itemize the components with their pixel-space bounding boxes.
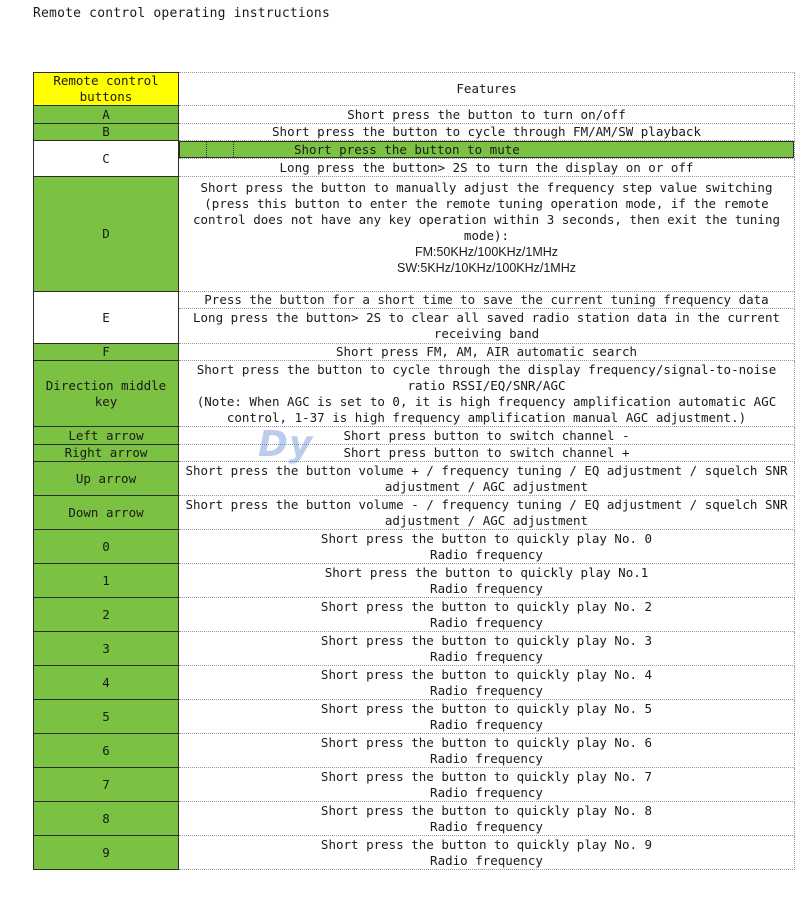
key-cell: 7 [34, 768, 179, 802]
feature-cell [179, 530, 795, 564]
key-cell: 9 [34, 836, 179, 870]
table-row [34, 106, 795, 124]
feature-cell: Press the button for a short time to save the current tuning frequency data [179, 292, 795, 309]
table-row [34, 802, 795, 836]
table-row [34, 361, 795, 427]
feature-line: Radio frequency [430, 614, 543, 630]
feature-line: Radio frequency [430, 852, 543, 868]
feature-cell: Short press the button volume - / frequency tuning / EQ adjustment / squelch SNR adjustment / AGC adjustment [179, 496, 795, 530]
table-row [34, 124, 795, 141]
feature-line: Radio frequency [430, 648, 543, 664]
feature-text: Short press the button to manually adjust the frequency step value switching (press this button to enter the remote tuning operation mode, if the remote control does not have any key operation within 3 seconds, then exit the tuning mode): [193, 180, 780, 243]
key-cell: 0 [34, 530, 179, 564]
key-cell: 1 [34, 564, 179, 598]
table-row [34, 598, 795, 632]
feature-cell [179, 700, 795, 734]
feature-cell: Short press the button to turn on/off [179, 106, 795, 124]
table-row [34, 141, 795, 159]
table-row [34, 632, 795, 666]
table-row [34, 564, 795, 598]
key-cell: D [34, 177, 179, 292]
feature-cell [179, 666, 795, 700]
brand-watermark: Dy [258, 424, 314, 465]
table-row [34, 666, 795, 700]
feature-cell [179, 734, 795, 768]
key-cell: Up arrow [34, 462, 179, 496]
key-cell: B [34, 124, 179, 141]
table-row [34, 734, 795, 768]
feature-note: (Note: When AGC is set to 0, it is high frequency amplification automatic AGC control, 1-37 is high frequency amplification manual AGC adjustment.) [196, 393, 777, 425]
table-row [34, 177, 795, 292]
key-cell: A [34, 106, 179, 124]
feature-cell: Long press the button> 2S to turn the display on or off [179, 159, 795, 177]
feature-cell [179, 361, 795, 427]
feature-cell: Short press button to switch channel + [179, 445, 795, 462]
feature-line: Short press the button to quickly play No. 6 [320, 734, 653, 750]
feature-line: Radio frequency [430, 750, 543, 766]
key-cell: 4 [34, 666, 179, 700]
feature-cell [179, 768, 795, 802]
key-cell: 6 [34, 734, 179, 768]
feature-cell [179, 177, 795, 292]
table-row [34, 344, 795, 361]
mute-feature-text: Short press the button to mute [294, 142, 520, 157]
feature-line: Short press the button to quickly play No. 8 [320, 802, 653, 818]
table-row [34, 530, 795, 564]
feature-line: Radio frequency [430, 546, 543, 562]
feature-cell: Short press the button volume + / frequency tuning / EQ adjustment / squelch SNR adjustment / AGC adjustment [179, 462, 795, 496]
header-row [34, 73, 795, 106]
key-cell: E [34, 292, 179, 344]
table-row [34, 836, 795, 870]
key-cell: Direction middle key [34, 361, 179, 427]
key-cell: C [34, 141, 179, 177]
instructions-table [33, 72, 795, 870]
page-title: Remote control operating instructions [33, 6, 330, 21]
feature-cell: Short press button to switch channel - [179, 427, 795, 445]
feature-line: Short press the button to quickly play No. 5 [320, 700, 653, 716]
key-cell: 3 [34, 632, 179, 666]
key-cell: Down arrow [34, 496, 179, 530]
key-cell: F [34, 344, 179, 361]
table-row [34, 768, 795, 802]
key-cell: 8 [34, 802, 179, 836]
header-buttons-cell: Remote control buttons [34, 73, 179, 106]
header-features-cell: Features [179, 73, 795, 106]
feature-cell [179, 564, 795, 598]
feature-line: Radio frequency [430, 716, 543, 732]
feature-line: Radio frequency [430, 580, 543, 596]
feature-cell: Short press FM, AM, AIR automatic search [179, 344, 795, 361]
feature-line: Radio frequency [430, 818, 543, 834]
feature-line: Short press the button to quickly play No. 9 [320, 836, 653, 852]
key-cell: Left arrow [34, 427, 179, 445]
sw-steps: SW:5KHz/10KHz/100KHz/1MHz [397, 261, 576, 275]
feature-cell: Short press the button to cycle through FM/AM/SW playback [179, 124, 795, 141]
fm-steps: FM:50KHz/100KHz/1MHz [414, 245, 559, 259]
table-row [34, 462, 795, 496]
table-row [34, 445, 795, 462]
feature-cell [179, 598, 795, 632]
feature-line: Radio frequency [430, 682, 543, 698]
feature-line: Radio frequency [430, 784, 543, 800]
feature-cell: Long press the button> 2S to clear all saved radio station data in the current receiving band [179, 309, 795, 344]
key-cell: Right arrow [34, 445, 179, 462]
feature-line: Short press the button to quickly play No. 7 [320, 768, 653, 784]
feature-cell [179, 836, 795, 870]
feature-line: Short press the button to quickly play No. 2 [320, 598, 653, 614]
table-row [34, 292, 795, 309]
feature-line: Short press the button to quickly play No.1 [324, 564, 649, 580]
feature-cell [179, 632, 795, 666]
table-row [34, 700, 795, 734]
feature-line: Short press the button to quickly play No. 3 [320, 632, 653, 648]
table-row [34, 427, 795, 445]
feature-cell [179, 141, 795, 159]
mute-highlight [179, 141, 794, 158]
key-cell: 5 [34, 700, 179, 734]
table-row [34, 496, 795, 530]
feature-cell [179, 802, 795, 836]
key-cell: 2 [34, 598, 179, 632]
feature-line: Short press the button to quickly play No. 4 [320, 666, 653, 682]
feature-line: Short press the button to quickly play No. 0 [320, 530, 653, 546]
feature-text: Short press the button to cycle through the display frequency/signal-to-noise ratio RSSI/EQ/SNR/AGC [196, 361, 777, 393]
